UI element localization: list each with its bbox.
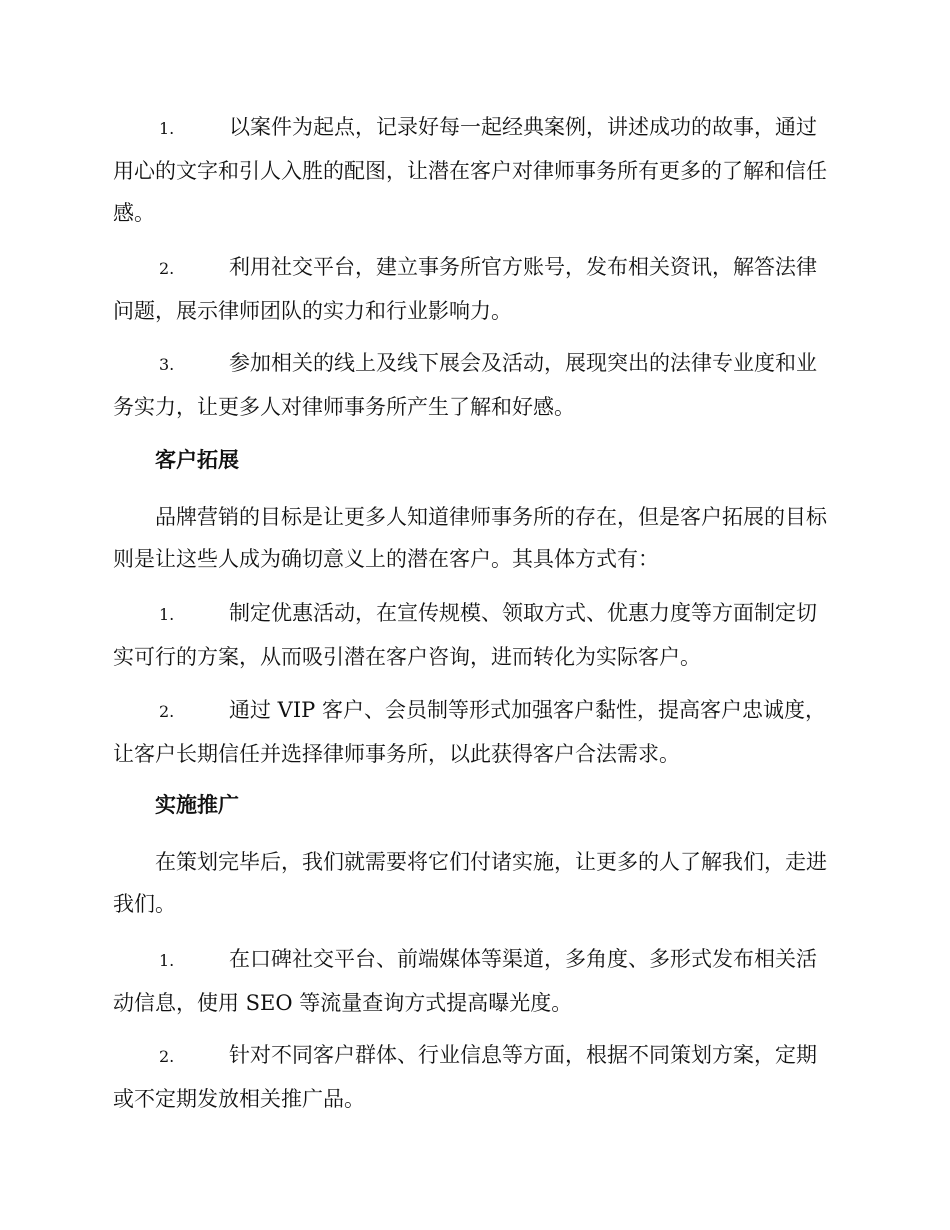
paragraph: 在策划完毕后，我们就需要将它们付诸实施，让更多的人了解我们，走进我们。 — [113, 850, 827, 916]
list-text: 参加相关的线上及线下展会及活动，展现突出的法律专业度和业务实力，让更多人对律师事务所产生了解和好感。 — [113, 351, 817, 419]
list-item — [113, 246, 833, 332]
list-number: 2. — [159, 702, 175, 721]
paragraph: 品牌营销的目标是让更多人知道律师事务所的存在，但是客户拓展的目标则是让这些人成为确切意义上的潜在客户。其具体方式有： — [113, 505, 827, 571]
list-text: 以案件为起点，记录好每一起经典案例，讲述成功的故事，通过用心的文字和引人入胜的配图，让潜在客户对律师事务所有更多的了解和信任感。 — [113, 115, 827, 225]
list-text: 针对不同客户群体、行业信息等方面，根据不同策划方案，定期或不定期发放相关推广品。 — [113, 1043, 817, 1111]
list-number: 1. — [159, 951, 175, 970]
list-text: 在口碑社交平台、前端媒体等渠道，多角度、多形式发布相关活动信息，使用 SEO 等流量查询方式提高曝光度。 — [113, 947, 817, 1015]
list-number: 3. — [159, 355, 175, 374]
list-item — [113, 689, 833, 775]
list-item — [113, 938, 833, 1024]
section-heading: 实施推广 — [155, 792, 239, 817]
list-item — [113, 592, 833, 678]
list-item — [113, 1034, 833, 1120]
list-text: 利用社交平台，建立事务所官方账号，发布相关资讯，解答法律问题，展示律师团队的实力和行业影响力。 — [113, 255, 817, 323]
list-number: 2. — [159, 259, 175, 278]
list-text: 通过 VIP 客户、会员制等形式加强客户黏性，提高客户忠诚度，让客户长期信任并选择律师事务所，以此获得客户合法需求。 — [113, 698, 826, 766]
list-number: 1. — [159, 119, 175, 138]
list-text: 制定优惠活动，在宣传规模、领取方式、优惠力度等方面制定切实可行的方案，从而吸引潜在客户咨询，进而转化为实际客户。 — [113, 601, 817, 669]
section-heading: 客户拓展 — [155, 447, 239, 472]
list-number: 1. — [159, 605, 175, 624]
list-number: 2. — [159, 1047, 175, 1066]
list-item — [113, 106, 833, 234]
list-item — [113, 342, 833, 428]
